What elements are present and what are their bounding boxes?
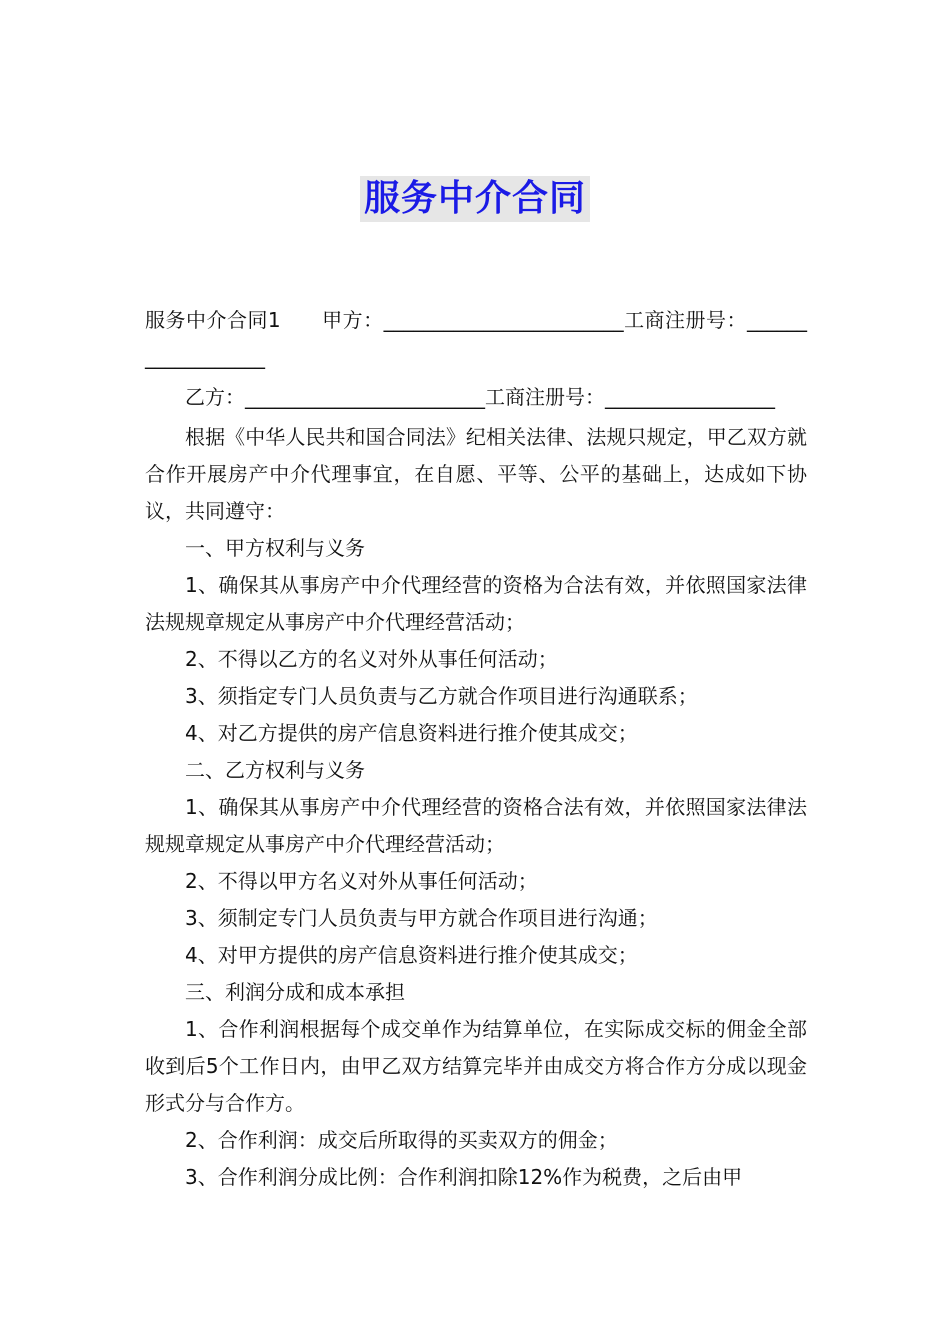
clause-c-2: 2、合作利润：成交后所取得的买卖双方的佣金； bbox=[185, 1128, 618, 1152]
title-container bbox=[0, 176, 950, 222]
clause-a-2: 2、不得以乙方的名义对外从事任何活动； bbox=[185, 647, 558, 671]
party-b-line: 乙方：________________________工商注册号：_________________ bbox=[185, 385, 775, 409]
document-body bbox=[145, 302, 807, 1196]
clause-b-3: 3、须制定专门人员负责与甲方就合作项目进行沟通； bbox=[185, 906, 658, 930]
section-heading-c: 三、利润分成和成本承担 bbox=[185, 980, 405, 1004]
paragraph-intro: 根据《中华人民共和国合同法》纪相关法律、法规只规定，甲乙双方就合作开展房产中介代理事宜，在自愿、平等、公平的基础上，达成如下协议，共同遵守： bbox=[145, 425, 807, 523]
clause-a-4: 4、对乙方提供的房产信息资料进行推介使其成交； bbox=[185, 721, 638, 745]
clause-c-3: 3、合作利润分成比例：合作利润扣除12%作为税费，之后由甲 bbox=[185, 1165, 743, 1189]
section-heading-b: 二、乙方权利与义务 bbox=[185, 758, 365, 782]
clause-a-1: 1、确保其从事房产中介代理经营的资格为合法有效，并依照国家法律法规规章规定从事房产中介代理经营活动； bbox=[145, 573, 807, 634]
clause-c-1: 1、合作利润根据每个成交单作为结算单位，在实际成交标的佣金全部收到后5个工作日内，由甲乙双方结算完毕并由成交方将合作方分成以现金形式分与合作方。 bbox=[145, 1017, 807, 1115]
clause-b-4: 4、对甲方提供的房产信息资料进行推介使其成交； bbox=[185, 943, 638, 967]
clause-a-3: 3、须指定专门人员负责与乙方就合作项目进行沟通联系； bbox=[185, 684, 698, 708]
clause-b-2: 2、不得以甲方名义对外从事任何活动； bbox=[185, 869, 538, 893]
section-heading-a: 一、甲方权利与义务 bbox=[185, 536, 365, 560]
document-title: 服务中介合同 bbox=[360, 176, 590, 222]
header-line: 服务中介合同1 甲方：________________________工商注册号：__________________ bbox=[145, 308, 807, 369]
clause-b-1: 1、确保其从事房产中介代理经营的资格合法有效，并依照国家法律法规规章规定从事房产中介代理经营活动； bbox=[145, 795, 807, 856]
